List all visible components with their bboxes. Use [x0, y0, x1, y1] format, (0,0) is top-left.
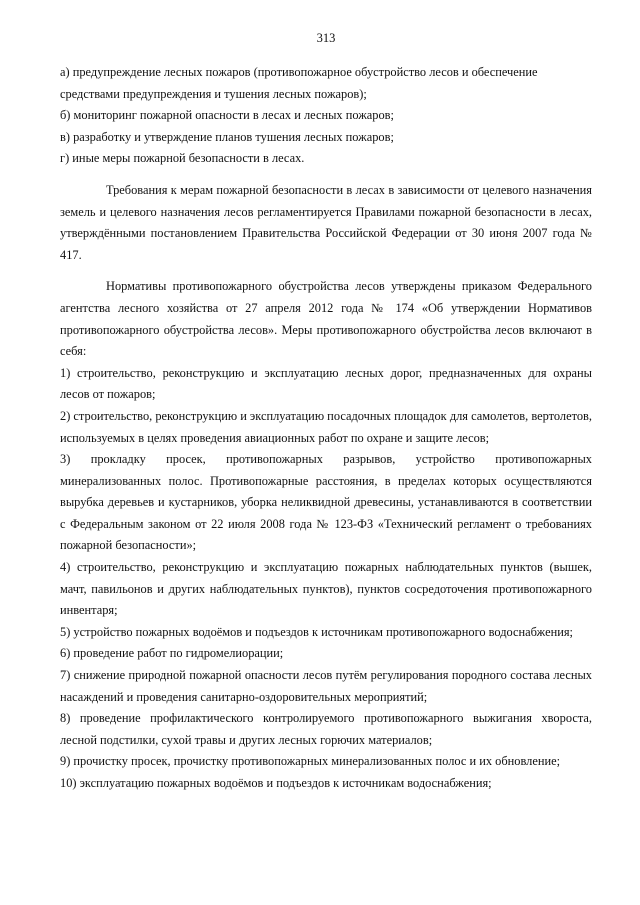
list-item: 4) строительство, реконструкцию и эксплуатацию пожарных наблюдательных пунктов (вышек, мачт, павильонов и других наблюдательных пунктов), пунктов сосредоточения противопожарного инвентаря;: [60, 560, 592, 618]
document-page: [60, 30, 592, 890]
list-item: г) иные меры пожарной безопасности в лесах.: [60, 151, 305, 166]
list-item: б) мониторинг пожарной опасности в лесах и лесных пожаров;: [60, 108, 394, 123]
list-item: 9) прочистку просек, прочистку противопожарных минерализованных полос и их обновление;: [60, 754, 561, 769]
list-item: 7) снижение природной пожарной опасности лесов путём регулирования породного состава лесных насаждений и проведения санитарно-оздоровительных мероприятий;: [60, 668, 592, 704]
list-item: 10) эксплуатацию пожарных водоёмов и подъездов к источникам водоснабжения;: [60, 776, 492, 790]
requirements-paragraph: [60, 180, 592, 266]
fire-arrangement-measures-list: [60, 363, 592, 795]
fire-measures-list: [60, 62, 592, 170]
norms-paragraph: [60, 276, 592, 362]
list-item: 2) строительство, реконструкцию и эксплуатацию посадочных площадок для самолетов, вертолетов, используемых в целях проведения авиационных работ по охране и защите лесов;: [60, 408, 592, 445]
list-item: в) разработку и утверждение планов тушения лесных пожаров;: [60, 129, 394, 144]
list-item: 3) прокладку просек, противопожарных разрывов, устройство противопожарных минерализованных полос. Противопожарные расстояния, в пределах которых осуществляются вырубка деревьев и кустарников, уборка неликвидной древесины, устанавливаются в соответствии с Федеральным законом от 22 июля 2008 года № 123-ФЗ «Технический регламент о требованиях пожарной безопасности»;: [60, 452, 592, 553]
list-item: 5) устройство пожарных водоёмов и подъездов к источникам противопожарного водоснабжения;: [60, 624, 573, 639]
paragraph-text: Требования к мерам пожарной безопасности в лесах в зависимости от целевого назначения земель и целевого назначения лесов регламентируется Правилами пожарной безопасности в лесах, утверждёнными постановлением Правительства Российской Федерации от 30 июня 2007 года № 417.: [60, 182, 592, 262]
list-item: 8) проведение профилактического контролируемого противопожарного выжигания хвороста, лесной подстилки, сухой травы и других лесных горючих материалов;: [60, 711, 592, 747]
list-item: а) предупреждение лесных пожаров (противопожарное обустройство лесов и обеспечение средствами предупреждения и тушения лесных пожаров);: [60, 65, 538, 101]
list-item: 1) строительство, реконструкцию и эксплуатацию лесных дорог, предназначенных для охраны лесов от пожаров;: [60, 365, 592, 402]
page-number: 313: [316, 31, 336, 45]
list-item: 6) проведение работ по гидромелиорации;: [60, 646, 284, 661]
paragraph-text: Нормативы противопожарного обустройства лесов утверждены приказом Федерального агентства лесного хозяйства от 27 апреля 2012 года № 174 «Об утверждении Нормативов противопожарного обустройства лесов». Меры противопожарного обустройства лесов включают в себя:: [60, 279, 592, 359]
